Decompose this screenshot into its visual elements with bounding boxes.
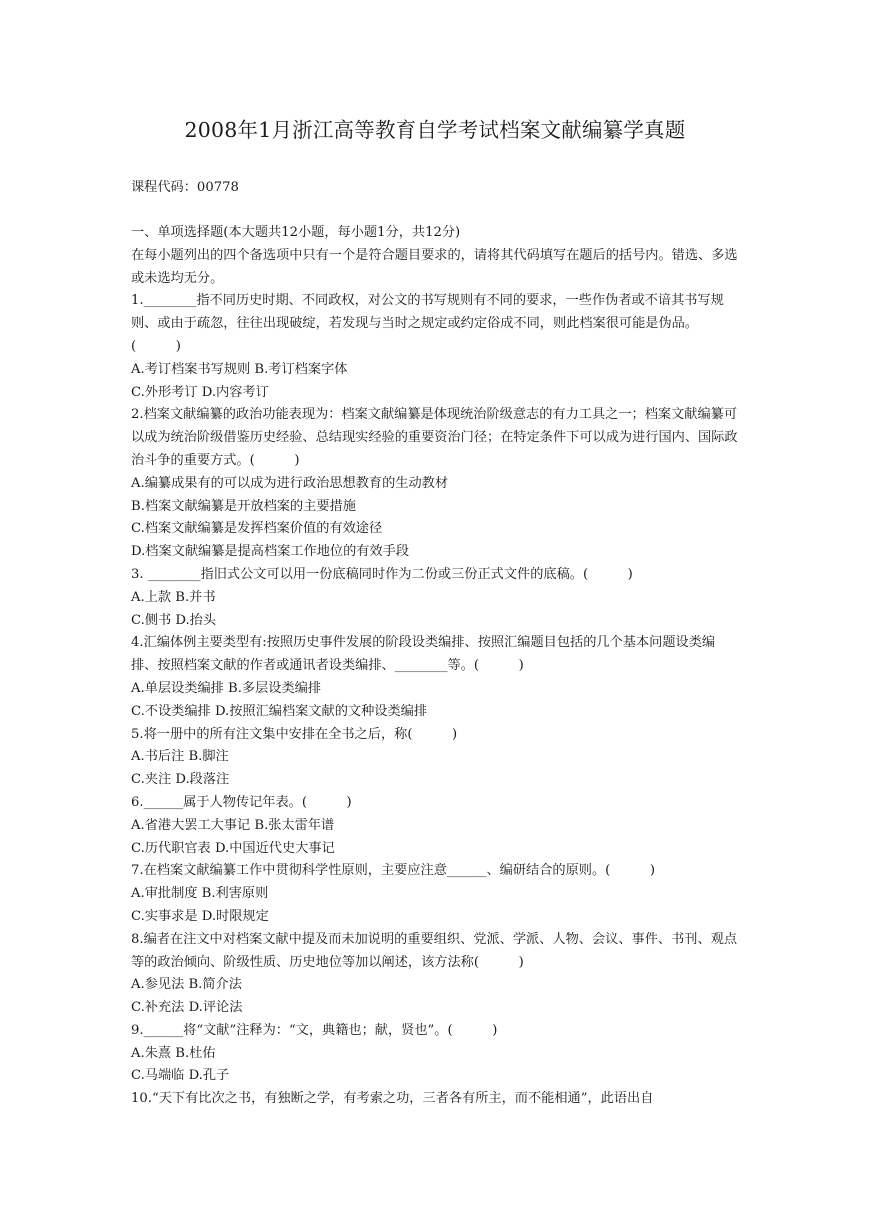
question-stem: 8.编者在注文中对档案文献中提及而未加说明的重要组织、党派、学派、人物、会议、事件、书刊、观点等的政治倾向、阶级性质、历史地位等加以阐述，该方法称( ): [131, 931, 738, 970]
question-item: [131, 724, 739, 792]
document-title: 2008年1月浙江高等教育自学考试档案文献编纂学真题: [184, 118, 686, 142]
answer-options-row: C.夹注 D.段落注: [131, 772, 230, 788]
answer-options-row: C.实事求是 D.时限规定: [131, 908, 269, 924]
section-heading: 一、单项选择题(本大题共12小题，每小题1分，共12分): [131, 225, 461, 240]
answer-options-row: C.外形考订 D.内容考订: [131, 384, 269, 400]
question-stem: 3. ________指旧式公文可以用一份底稿同时作为二份或三份正式文件的底稿。( ): [131, 566, 633, 582]
question-item: [131, 1088, 739, 1111]
question-item: [131, 404, 739, 564]
answer-options-row: C.不设类编排 D.按照汇编档案文献的文种设类编排: [131, 703, 428, 719]
answer-options-row: A.上款 B.并书: [131, 589, 216, 605]
question-item: [131, 564, 739, 632]
answer-options-row: A.考订档案书写规则 B.考订档案字体: [131, 361, 348, 377]
answer-options-row: D.档案文献编纂是提高档案工作地位的有效手段: [131, 544, 410, 560]
answer-options-row: C.侧书 D.抬头: [131, 612, 217, 628]
section-instructions: 在每小题列出的四个备选项中只有一个是符合题目要求的，请将其代码填写在题后的括号内。错选、多选或未选均无分。: [131, 247, 738, 286]
question-item: [131, 1020, 739, 1088]
answer-options-row: A.单层设类编排 B.多层设类编排: [131, 680, 322, 696]
question-stem: 9.______将“文献”注释为：“文，典籍也；献，贤也”。( ): [131, 1022, 498, 1038]
answer-options-row: A.省港大罢工大事记 B.张太雷年谱: [131, 817, 335, 833]
question-item: [131, 290, 739, 404]
course-code: 课程代码：00778: [131, 180, 239, 195]
answer-options-row: A.审批制度 B.利害原则: [131, 886, 269, 902]
answer-options-row: C.马端临 D.孔子: [131, 1068, 230, 1084]
answer-options-row: A.书后注 B.脚注: [131, 749, 229, 765]
answer-options-row: B.档案文献编纂是开放档案的主要措施: [131, 498, 356, 514]
question-stem: 10.“天下有比次之书，有独断之学，有考索之功，三者各有所主，而不能相通”，此语出自: [131, 1091, 654, 1107]
question-stem: 7.在档案文献编纂工作中贯彻科学性原则，主要应注意______、编研结合的原则。( ): [131, 863, 655, 879]
answer-options-row: A.朱熹 B.杜佑: [131, 1045, 216, 1061]
question-item: [131, 792, 739, 860]
document-body: [131, 222, 739, 1111]
answer-options-row: C.补充法 D.评论法: [131, 1000, 243, 1016]
question-item: [131, 929, 739, 1020]
question-stem: 2.档案文献编纂的政治功能表现为：档案文献编纂是体现统治阶级意志的有力工具之一；档案文献编纂可以成为统治阶级借鉴历史经验、总结现实经验的重要资治门径；在特定条件下可以成为进行国内、国际政治斗争的重要方式。( ): [131, 407, 738, 468]
question-item: [131, 860, 739, 928]
question-item: [131, 632, 739, 723]
question-stem: 4.汇编体例主要类型有:按照历史事件发展的阶段设类编排、按照汇编题目包括的几个基本问题设类编排、按照档案文献的作者或通讯者设类编排、________等。( ): [131, 635, 716, 674]
answer-options-row: A.参见法 B.简介法: [131, 977, 242, 993]
question-list: [131, 290, 739, 1111]
question-stem: 6.______属于人物传记年表。( ): [131, 794, 352, 810]
question-stem: 5.将一册中的所有注文集中安排在全书之后，称( ): [131, 726, 458, 742]
answer-options-row: C.档案文献编纂是发挥档案价值的有效途径: [131, 521, 383, 537]
question-stem: 1.________指不同历史时期、不同政权，对公文的书写规则有不同的要求，一些作伪者或不谙其书写规则、或由于疏忽，往往出现破绽，若发现与当时之规定或约定俗成不同，则此档案很可能是伪品。( ): [131, 293, 724, 354]
answer-options-row: A.编纂成果有的可以成为进行政治思想教育的生动教材: [131, 475, 449, 491]
answer-options-row: C.历代职官表 D.中国近代史大事记: [131, 840, 335, 856]
